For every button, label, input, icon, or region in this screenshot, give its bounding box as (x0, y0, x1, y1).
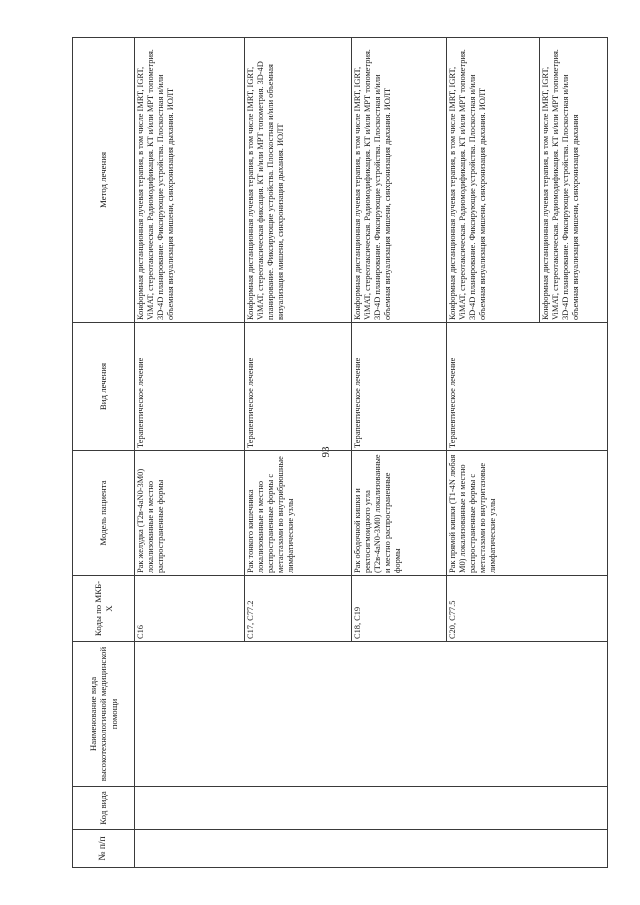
header-code: Код вида (73, 787, 135, 830)
cell-method: Конформная дистанционная лучевая терапия, в том числе IMRT, IGRT, ViMAT, стереотаксическая фиксация. КТ и/или МРТ топометрия. 3D-4D планирование. Фиксирующие устройства. Плоскостная и/или объемная визуализация мишени, синхронизация дыхания. ИОЛТ (245, 38, 352, 323)
cell-num (135, 830, 608, 868)
cell-icd: C16 (135, 576, 245, 642)
cell-method: Конформная дистанционная лучевая терапия, в том числе IMRT, IGRT, ViMAT, стереотаксическая. Радиомодификация. КТ и/или МРТ топометрия. 3D-4D планирование. Фиксирующие устройства. Плоскостная и/или объемная визуализация мишени, синхронизация дыхания. ИОЛТ (135, 38, 245, 323)
header-model: Модель пациента (73, 451, 135, 576)
table-row (135, 38, 245, 868)
cell-icd: C18, C19 (352, 576, 447, 642)
cell-model: Рак ободочной кишки и ректосигмоидного угла (T2в-4aN0-3M0) локализованные и местно распространенные формы (352, 451, 447, 576)
cell-icd: C17, C77.2 (245, 576, 352, 642)
cell-kind: Терапевтическое лечение (245, 323, 352, 451)
header-name: Наименование вида высокотехнологичной медицинской помощи (73, 642, 135, 787)
rotated-table-frame (72, 38, 607, 868)
cell-method: Конформная дистанционная лучевая терапия, в том числе IMRT, IGRT, ViMAT, стереотаксическая. Радиомодификация. КТ и/или МРТ топометрия. 3D-4D планирование. Фиксирующие устройства. Плоскостная и/или объемная визуализация мишени, синхронизация дыхания. ИОЛТ (447, 38, 540, 323)
cell-model: Рак прямой кишки (T1-4N любая M0) локализованные и местно распространенные формы с метастазами во внутритазовые лимфатические узлы (447, 451, 608, 576)
cell-model: Рак тонкого кишечника локализованные и местно распространенные формы с метастазами во внутрибрюшные лимфатические узлы (245, 451, 352, 576)
header-kind: Вид лечения (73, 323, 135, 451)
treatment-table (72, 37, 608, 868)
cell-icd: C20, C77.5 (447, 576, 608, 642)
cell-model: Рак желудка (T2в-4aN0-3M0) локализованные и местно распространенные формы (135, 451, 245, 576)
cell-method: Конформная дистанционная лучевая терапия, в том числе IMRT, IGRT, ViMAT, стереотаксическая. Радиомодификация. КТ и/или МРТ топометрия. 3D-4D планирование. Фиксирующие устройства. Плоскостная и/или объемная визуализация мишени, синхронизация дыхания. ИОЛТ (352, 38, 447, 323)
cell-kind: Терапевтическое лечение (352, 323, 447, 451)
page-number: 93 (320, 446, 332, 458)
table-header-row (73, 38, 135, 868)
header-num: № п/п (73, 830, 135, 868)
cell-kind: Терапевтическое лечение (447, 323, 608, 451)
cell-code (135, 787, 608, 830)
cell-kind: Терапевтическое лечение (135, 323, 245, 451)
cell-name (135, 642, 608, 787)
header-icd: Коды по МКБ-X (73, 576, 135, 642)
header-method: Метод лечения (73, 38, 135, 323)
cell-method: Конформная дистанционная лучевая терапия, в том числе IMRT, IGRT, ViMAT, стереотаксическая. Радиомодификация. КТ и/или МРТ топометрия. 3D-4D планирование. Фиксирующие устройства. Плоскостная и/или объемная визуализация мишени, синхронизация дыхания (540, 38, 608, 323)
